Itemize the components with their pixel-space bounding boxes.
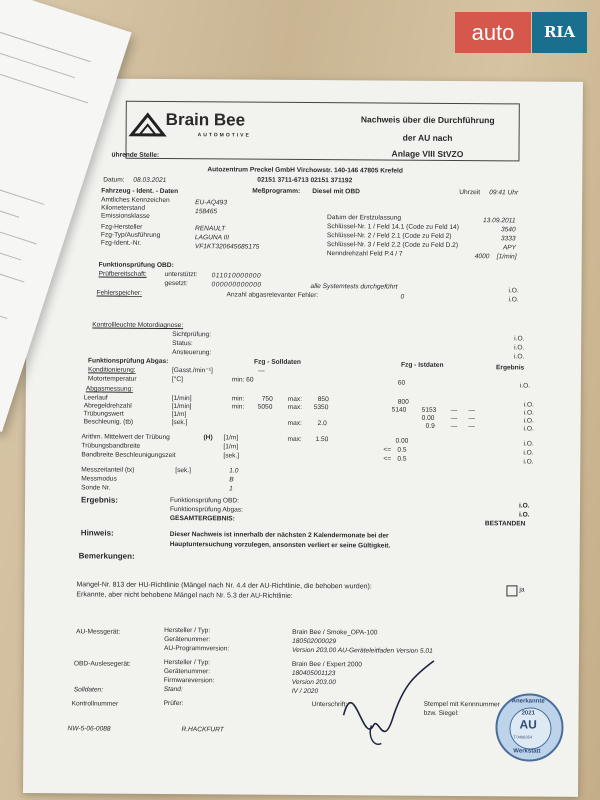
- meas-row-dash: — —: [450, 422, 475, 431]
- meas-row-min: min:: [231, 403, 245, 411]
- program-label: Meßprogramm:: [252, 187, 301, 195]
- date-label: Datum:: [103, 176, 125, 184]
- au-workshop-seal: [495, 693, 563, 761]
- au-device-row-value: 180502000029: [292, 637, 337, 646]
- vehicle-row-label: Kilometerstand: [101, 204, 146, 212]
- meas-row-unit: [1/min]: [171, 395, 192, 403]
- avg-maxv: 1.50: [315, 436, 329, 444]
- exhaust-meas-title: Abgasmessung:: [85, 385, 134, 393]
- logo-sub: AUTOMOTIVE: [197, 132, 251, 139]
- time-value: 09:41 Uhr: [489, 189, 519, 197]
- meas-row-label: Beschleunig. (tb): [83, 418, 134, 426]
- extra-value: 1: [229, 485, 233, 493]
- booklet-line: [0, 43, 75, 78]
- hint-line-1: Dieser Nachweis ist innerhalb der nächsten 2 Kalendermonate bei der: [169, 531, 389, 540]
- result-row-value: i.O.: [519, 502, 530, 510]
- booklet-heading: [0, 89, 2, 205]
- extra-value: B: [229, 476, 234, 484]
- meas-row-maxv: 5350: [313, 404, 329, 412]
- obd-device-row-label: Hersteller / Typ:: [163, 658, 211, 667]
- meas-row-label: Abregeldrehzahl: [83, 402, 132, 410]
- seal-label: bzw. Siegel:: [423, 709, 459, 718]
- bandb-value: 0.5: [397, 455, 407, 463]
- defects-line-1: Mangel-Nr. 813 der HU-Richtlinie (Mängel nach Nr. 4.4 der AU-Richtlinie, die behoben wurden):: [76, 581, 372, 591]
- avg-ist: 0.00: [395, 437, 409, 445]
- vehicle-right-label: Schlüssel-Nr. 1 / Feld 14.1 (Code zu Feld 14): [326, 223, 459, 232]
- exhaust-title: Funktionsprüfung Abgas:: [88, 357, 169, 365]
- bandb-label: Bandbreite Beschleunigungszeit: [81, 451, 176, 460]
- result-row-label: Funktionsprüfung OBD:: [170, 497, 239, 505]
- obd-supported-bits: 011010000000: [211, 272, 262, 280]
- exhaust-cond-label: Konditionierung:: [87, 366, 136, 374]
- seal-bottom: Werkstatt: [513, 748, 541, 755]
- meas-row-maxv: 2.0: [317, 420, 327, 428]
- meas-row-label: Trübungswert: [83, 410, 124, 418]
- band-cmp: <=: [383, 446, 392, 454]
- meas-row-ist: 5140: [391, 406, 407, 414]
- au-device-row-label: Gerätenummer:: [164, 635, 211, 644]
- defects-checkbox[interactable]: [506, 585, 517, 596]
- mil-row-label: Ansteuerung:: [172, 349, 212, 357]
- obd-memory-result: i.O.: [508, 296, 519, 304]
- header-line-3: Anlage VIII StVZO: [391, 148, 464, 160]
- meas-row-minv: 5050: [257, 403, 273, 411]
- meas-row-result: i.O.: [523, 425, 534, 433]
- meas-row-dash: — —: [450, 406, 475, 415]
- header-line-1: Nachweis über die Durchführung: [360, 114, 495, 126]
- mil-row-label: Sichtprüfung:: [172, 331, 212, 339]
- obd-device-row-value: Version 203.00: [291, 678, 336, 687]
- band-label: Trübungsbandbreite: [81, 442, 141, 450]
- extra-label: Sonde Nr.: [81, 484, 111, 492]
- vehicle-right-label: Schlüssel-Nr. 3 / Feld 2.2 (Code zu Feld D.2): [326, 241, 459, 250]
- watermark-auto-text: auto: [455, 12, 531, 53]
- obd-set-bits: 000000000000: [211, 281, 262, 289]
- meas-row-minv: 750: [261, 395, 273, 403]
- vehicle-row-value: LAGUNA III: [194, 234, 230, 242]
- meas-row-dash: — —: [450, 414, 475, 423]
- vehicle-right-label: Datum der Erstzulassung: [327, 214, 402, 222]
- obd-memory-label: Fehlerspeicher:: [96, 289, 142, 297]
- vehicle-row-label: Emissionsklasse: [101, 212, 150, 220]
- result-label: Ergebnis:: [81, 495, 118, 505]
- exhaust-temp-result: i.O.: [519, 382, 531, 390]
- mil-row-label: Status:: [172, 340, 193, 348]
- meas-row-min: min:: [231, 395, 245, 403]
- seal-number: T.0406354: [513, 734, 533, 740]
- vehicle-row-label: Fzg-Typ/Ausführung: [100, 231, 161, 239]
- mil-title: Kontrollleuchte Motordiagnose:: [92, 321, 184, 330]
- au-device-row-value: Brain Bee / Smoke_OPA-100: [292, 628, 378, 637]
- stand-value: IV / 2020: [291, 687, 319, 696]
- meas-row-ist2: 0.9: [425, 422, 435, 430]
- obd-note-result: i.O.: [508, 287, 519, 295]
- exhaust-col-soll: Fzg - Solldaten: [253, 358, 301, 366]
- obd-device-row-label: Gerätenummer:: [163, 667, 211, 676]
- exhaust-col-result: Ergebnis: [495, 364, 525, 372]
- station-phone: 02151 3711-6713 02151 371192: [257, 176, 353, 185]
- station-label: ührende Stelle:: [111, 151, 160, 159]
- exhaust-temp-soll: min: 60: [231, 376, 254, 384]
- program-value: Diesel mit OBD: [312, 187, 360, 196]
- vehicle-right-value: 3333: [500, 235, 516, 243]
- meas-row-max: max:: [287, 395, 303, 403]
- meas-row-result: i.O.: [523, 409, 534, 417]
- seal-au: AU: [519, 717, 537, 732]
- booklet-line: [0, 167, 44, 205]
- meas-row-result: i.O.: [523, 417, 534, 425]
- exhaust-cond-unit: [Gasst./min⁻¹]: [171, 367, 213, 375]
- pruefer-value: R.HACKFURT: [181, 726, 224, 734]
- exhaust-temp-ist: 60: [397, 379, 406, 387]
- obd-title: Funktionsprüfung OBD:: [98, 261, 174, 270]
- vehicle-row-value: 158465: [195, 208, 218, 216]
- date-value: 08.03.2021: [133, 176, 167, 184]
- exhaust-temp-unit: [°C]: [171, 376, 184, 384]
- au-device-label: AU-Messgerät:: [76, 628, 121, 636]
- meas-row-ist2: 5153: [421, 406, 437, 414]
- au-certificate-document: [23, 78, 583, 797]
- booklet-line: [0, 224, 21, 260]
- meas-row-maxv: 850: [317, 396, 329, 404]
- booklet-line: [0, 281, 7, 319]
- handwritten-signature: [323, 655, 444, 756]
- obd-device-row-value: Brain Bee / Expert 2000: [291, 660, 362, 669]
- vehicle-row-value: EU-AQ493: [195, 199, 228, 207]
- obd-memory-text: Anzahl abgasrelevanter Fehler:: [226, 291, 319, 300]
- obd-supported-label: unterstützt:: [164, 270, 198, 279]
- vehicle-right-value: 13.09.2011: [482, 217, 516, 225]
- meas-row-ist2: 0.00: [421, 414, 435, 422]
- obd-device-row-value: 180405001123: [291, 669, 336, 678]
- booklet-line: [0, 205, 37, 245]
- autoria-watermark: [455, 12, 587, 53]
- au-device-row-value: Version 203.00 AU-Geräteleitfaden Version 5.01: [291, 646, 433, 655]
- mil-row-result: i.O.: [514, 335, 525, 343]
- band-value: 0.5: [397, 446, 407, 454]
- defects-checkbox-label: ja: [519, 586, 525, 594]
- defects-line-2: Erkannte, aber nicht behobene Mängel nach Nr. 5.3 der AU-Richtlinie:: [76, 591, 293, 600]
- obd-device-label: OBD-Auslesegerät:: [73, 660, 131, 668]
- avg-label: Arithm. Mittelwert der Trübung: [81, 433, 170, 441]
- avg-max: max:: [287, 435, 302, 443]
- stamp-label: Stempel mit Kennnummer: [423, 700, 500, 709]
- meas-row-unit: [sek.]: [171, 419, 188, 427]
- vehicle-right-value: APY: [502, 244, 517, 252]
- exhaust-cond-dash: —: [257, 367, 265, 375]
- au-device-row-label: Hersteller / Typ:: [164, 626, 211, 635]
- seal-top: Anerkannte: [511, 698, 545, 705]
- station-name: Autozentrum Preckel GmbH Virchowstr. 140-146 47805 Krefeld: [207, 166, 403, 175]
- bandb-result: i.O.: [523, 458, 534, 466]
- mil-row-result: i.O.: [514, 344, 525, 352]
- booklet-line: [0, 243, 24, 283]
- stand-label: Stand:: [163, 685, 183, 694]
- vehicle-row-label: Fzg-Ident.-Nr.: [100, 239, 142, 247]
- mil-row-result: i.O.: [514, 353, 525, 361]
- extra-unit: [sek.]: [175, 467, 192, 475]
- result-row-value: i.O.: [518, 511, 530, 519]
- vehicle-title: Fahrzeug - Ident. - Daten: [101, 187, 179, 196]
- meas-row-ist: 800: [397, 398, 409, 406]
- exhaust-col-ist: Fzg - Istdaten: [400, 361, 444, 369]
- pruefer-label: Prüfer:: [163, 699, 184, 708]
- obd-note: alle Systemtests durchgeführt: [310, 282, 398, 291]
- avg-h: (H): [203, 434, 213, 442]
- obd-set-label: gesetzt:: [164, 279, 188, 288]
- extra-label: Messmodus: [81, 475, 117, 483]
- meas-row-unit: [1/min]: [171, 403, 192, 411]
- hint-label: Hinweis:: [80, 528, 114, 538]
- soll-label: Solldaten:: [73, 686, 104, 694]
- avg-result: i.O.: [523, 440, 534, 448]
- bandb-unit: [sek.]: [223, 452, 240, 460]
- extra-label: Messzeitanteil (tx): [81, 466, 135, 474]
- vehicle-right-label: Nenndrehzahl Feld P.4 / 7: [326, 250, 403, 258]
- meas-row-max: max:: [287, 419, 302, 427]
- vehicle-row-label: Fzg-Hersteller: [100, 223, 143, 231]
- watermark-ria-text: RIA: [532, 12, 587, 53]
- obd-device-row-label: Firmwareversion:: [163, 676, 215, 685]
- meas-row-label: Leerlauf: [83, 394, 108, 402]
- seal-year: 2021: [521, 710, 535, 717]
- bandb-cmp: <=: [383, 455, 392, 463]
- au-device-row-label: AU-Programmversion:: [163, 644, 230, 653]
- control-value: NW-5-06-0088: [67, 725, 111, 733]
- vehicle-row-value: VF1KT320645685175: [194, 243, 260, 251]
- remarks-label: Bemerkungen:: [78, 551, 135, 561]
- band-unit: [1/m]: [223, 443, 239, 451]
- vehicle-right-label: Schlüssel-Nr. 2 / Feld 2.1 (Code zu Feld 2): [326, 232, 452, 240]
- meas-row-unit: [1/m]: [171, 411, 187, 419]
- band-result: i.O.: [523, 449, 534, 457]
- vehicle-right-unit: [1/min]: [496, 253, 517, 261]
- result-total-label: GESAMTERGEBNIS:: [169, 515, 235, 523]
- result-row-label: Funktionsprüfung Abgas:: [169, 506, 243, 514]
- avg-unit: [1/m]: [223, 434, 239, 442]
- meas-row-result: i.O.: [523, 401, 535, 409]
- meas-row-max: max:: [287, 403, 303, 411]
- vehicle-row-label: Amtliches Kennzeichen: [101, 196, 170, 204]
- result-total-value: BESTANDEN: [484, 520, 526, 528]
- vehicle-row-value: RENAULT: [194, 225, 226, 233]
- obd-memory-value: 0: [400, 293, 405, 301]
- exhaust-temp-label: Motortemperatur: [87, 375, 137, 383]
- logo-name: Brain Bee: [165, 109, 246, 130]
- vehicle-right-value: 4000: [474, 253, 490, 261]
- header-line-2: der AU nach: [402, 132, 453, 143]
- time-label: Uhrzeit: [459, 189, 481, 197]
- obd-sub: Prüfbereitschaft:: [98, 270, 147, 278]
- extra-value: 1.0: [229, 467, 239, 475]
- control-label: Kontrollnummer: [71, 700, 119, 708]
- signature-label: Unterschrift:: [311, 700, 348, 709]
- hint-line-2: Hauptuntersuchung vorzulegen, ansonsten verliert er seine Gültigkeit.: [169, 541, 391, 550]
- vehicle-right-value: 3540: [500, 226, 516, 234]
